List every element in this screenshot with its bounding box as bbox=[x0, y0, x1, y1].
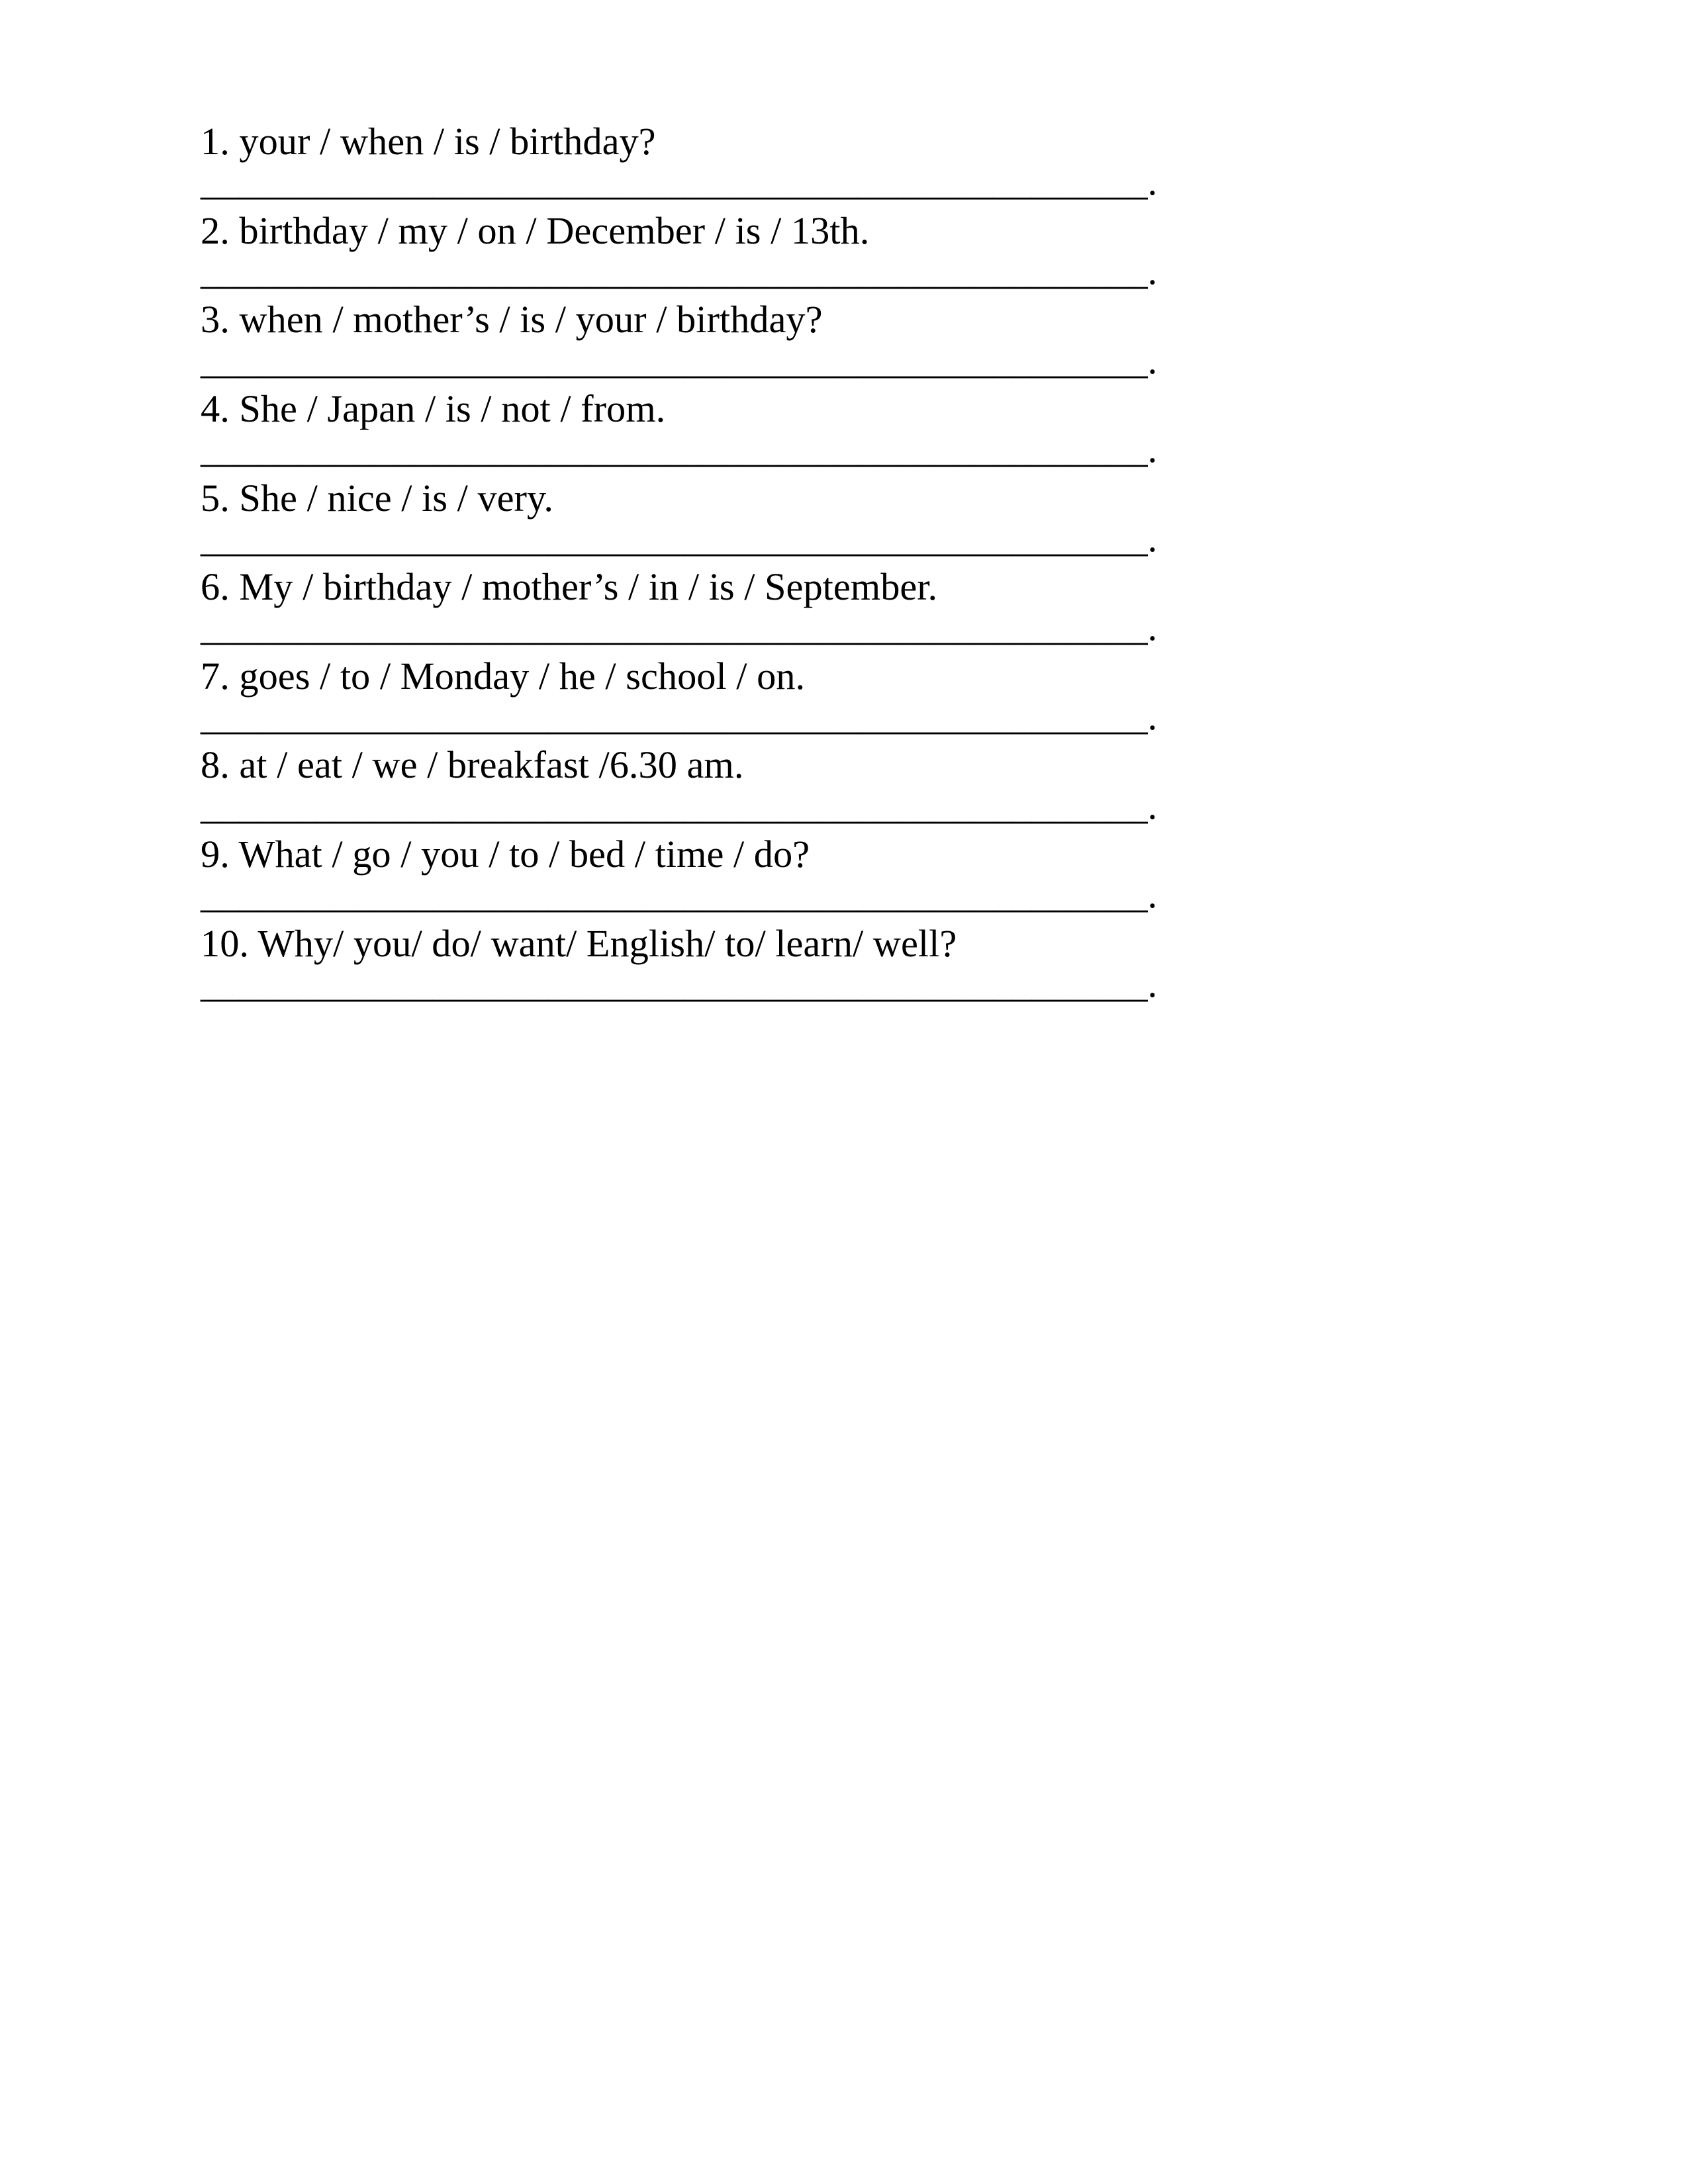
answer-rule-text: _________________________________________________. bbox=[201, 516, 1158, 560]
exercise-item bbox=[201, 297, 1194, 387]
exercise-item bbox=[201, 921, 1194, 1011]
question-text: 5. She / nice / is / very. bbox=[201, 476, 553, 520]
exercise-item bbox=[201, 654, 1194, 743]
exercise-item bbox=[201, 208, 1194, 298]
question-text: 10. Why/ you/ do/ want/ English/ to/ learn/ well? bbox=[201, 921, 957, 965]
question-text: 9. What / go / you / to / bed / time / do? bbox=[201, 833, 810, 876]
question-line bbox=[201, 387, 1194, 431]
question-line bbox=[201, 921, 1194, 966]
exercise-item bbox=[201, 119, 1194, 208]
question-line bbox=[201, 565, 1194, 609]
question-text: 7. goes / to / Monday / he / school / on. bbox=[201, 654, 806, 698]
answer-blank-line bbox=[201, 873, 1194, 921]
question-line bbox=[201, 119, 1194, 163]
answer-blank-line bbox=[201, 784, 1194, 832]
answer-blank-line bbox=[201, 428, 1194, 475]
exercise-item bbox=[201, 832, 1194, 921]
answer-blank-line bbox=[201, 338, 1194, 387]
question-line bbox=[201, 297, 1194, 341]
question-text: 3. when / mother’s / is / your / birthday? bbox=[201, 298, 823, 341]
answer-rule-text: _________________________________________________. bbox=[201, 695, 1158, 739]
answer-rule-text: _________________________________________________. bbox=[201, 784, 1158, 827]
question-line bbox=[201, 654, 1194, 698]
question-line bbox=[201, 743, 1194, 787]
exercise-item bbox=[201, 387, 1194, 476]
exercise-item bbox=[201, 476, 1194, 565]
exercise-item bbox=[201, 565, 1194, 654]
question-line bbox=[201, 208, 1194, 253]
answer-rule-text: _________________________________________________. bbox=[201, 160, 1158, 204]
answer-rule-text: _________________________________________________. bbox=[201, 428, 1158, 471]
question-text: 2. birthday / my / on / December / is / 13th. bbox=[201, 208, 870, 252]
answer-blank-line bbox=[201, 606, 1194, 653]
answer-rule-text: _________________________________________________. bbox=[201, 249, 1158, 293]
question-text: 6. My / birthday / mother’s / in / is / September. bbox=[201, 565, 938, 609]
answer-rule-text: _________________________________________________. bbox=[201, 338, 1158, 382]
question-line bbox=[201, 832, 1194, 876]
answer-rule-text: _________________________________________________. bbox=[201, 873, 1158, 917]
exercise-item bbox=[201, 743, 1194, 832]
answer-rule-text: _________________________________________________. bbox=[201, 962, 1158, 1005]
exercise-list bbox=[201, 119, 1194, 1010]
question-line bbox=[201, 476, 1194, 520]
answer-blank-line bbox=[201, 695, 1194, 743]
question-text: 4. She / Japan / is / not / from. bbox=[201, 387, 666, 430]
answer-blank-line bbox=[201, 516, 1194, 565]
question-text: 1. your / when / is / birthday? bbox=[201, 120, 656, 163]
answer-blank-line bbox=[201, 249, 1194, 297]
question-text: 8. at / eat / we / breakfast /6.30 am. bbox=[201, 743, 744, 787]
answer-blank-line bbox=[201, 962, 1194, 1010]
answer-blank-line bbox=[201, 160, 1194, 208]
answer-rule-text: _________________________________________________. bbox=[201, 606, 1158, 649]
